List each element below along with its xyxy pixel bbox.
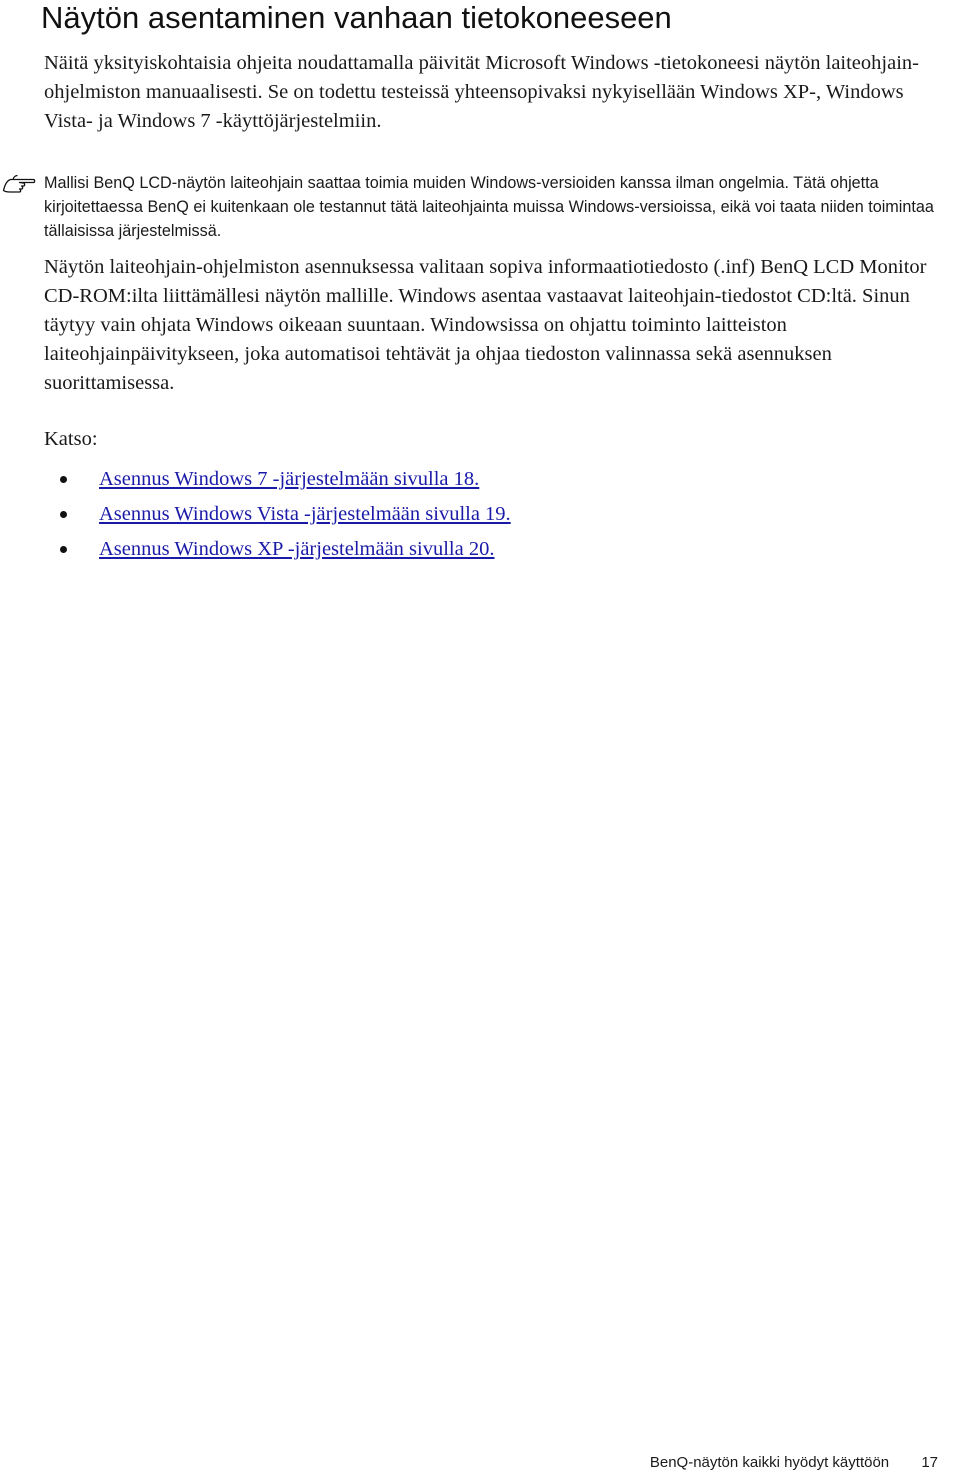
note-text: Mallisi BenQ LCD-näytön laiteohjain saattaa toimia muiden Windows-versioiden kanssa ilman ongelmia. Tätä ohjetta kirjoitettaessa BenQ ei kuitenkaan ole testannut tätä laiteohjainta muissa Windows-versioissa, eikä voi taata niiden toimintaa tällaisissa järjestelmissä. (44, 174, 934, 240)
bullet-icon (60, 511, 67, 518)
link-windows-7[interactable]: Asennus Windows 7 -järjestelmään sivulla 18. (99, 468, 480, 490)
body-paragraph: Näytön laiteohjain-ohjelmiston asennuksessa valitaan sopiva informaatiotiedosto (.inf) BenQ LCD Monitor CD-ROM:ilta liittämällesi näytön mallille. Windows asentaa vastaavat laiteohjain-tiedostot CD:ltä. Sinun täytyy vain ohjata Windows oikeaan suuntaan. Windowsissa on ohjattu toiminto laitteiston laiteohjainpäivitykseen, joka automatisoi tehtävät ja ohjaa tiedoston valinnassa sekä asennuksen suorittamisessa. (44, 256, 927, 394)
footer-text: BenQ-näytön kaikki hyödyt käyttöön (649, 1454, 890, 1471)
pointing-hand-icon (2, 173, 36, 193)
bullet-icon (60, 476, 67, 483)
bullet-icon (60, 546, 67, 553)
link-windows-vista[interactable]: Asennus Windows Vista -järjestelmään sivulla 19. (99, 503, 511, 525)
see-also-label: Katso: (44, 428, 98, 450)
page-title: Näytön asentaminen vanhaan tietokoneeseen (41, 0, 672, 35)
link-windows-xp[interactable]: Asennus Windows XP -järjestelmään sivulla 20. (99, 538, 495, 560)
page-number: 17 (921, 1454, 938, 1471)
page-footer (650, 1453, 938, 1473)
intro-paragraph: Näitä yksityiskohtaisia ohjeita noudattamalla päivität Microsoft Windows -tietokoneesi näytön laiteohjain-ohjelmiston manuaalisesti. Se on todettu testeissä yhteensopivaksi nykyisellään Windows XP-, Windows Vista- ja Windows 7 -käyttöjärjestelmiin. (44, 52, 919, 132)
